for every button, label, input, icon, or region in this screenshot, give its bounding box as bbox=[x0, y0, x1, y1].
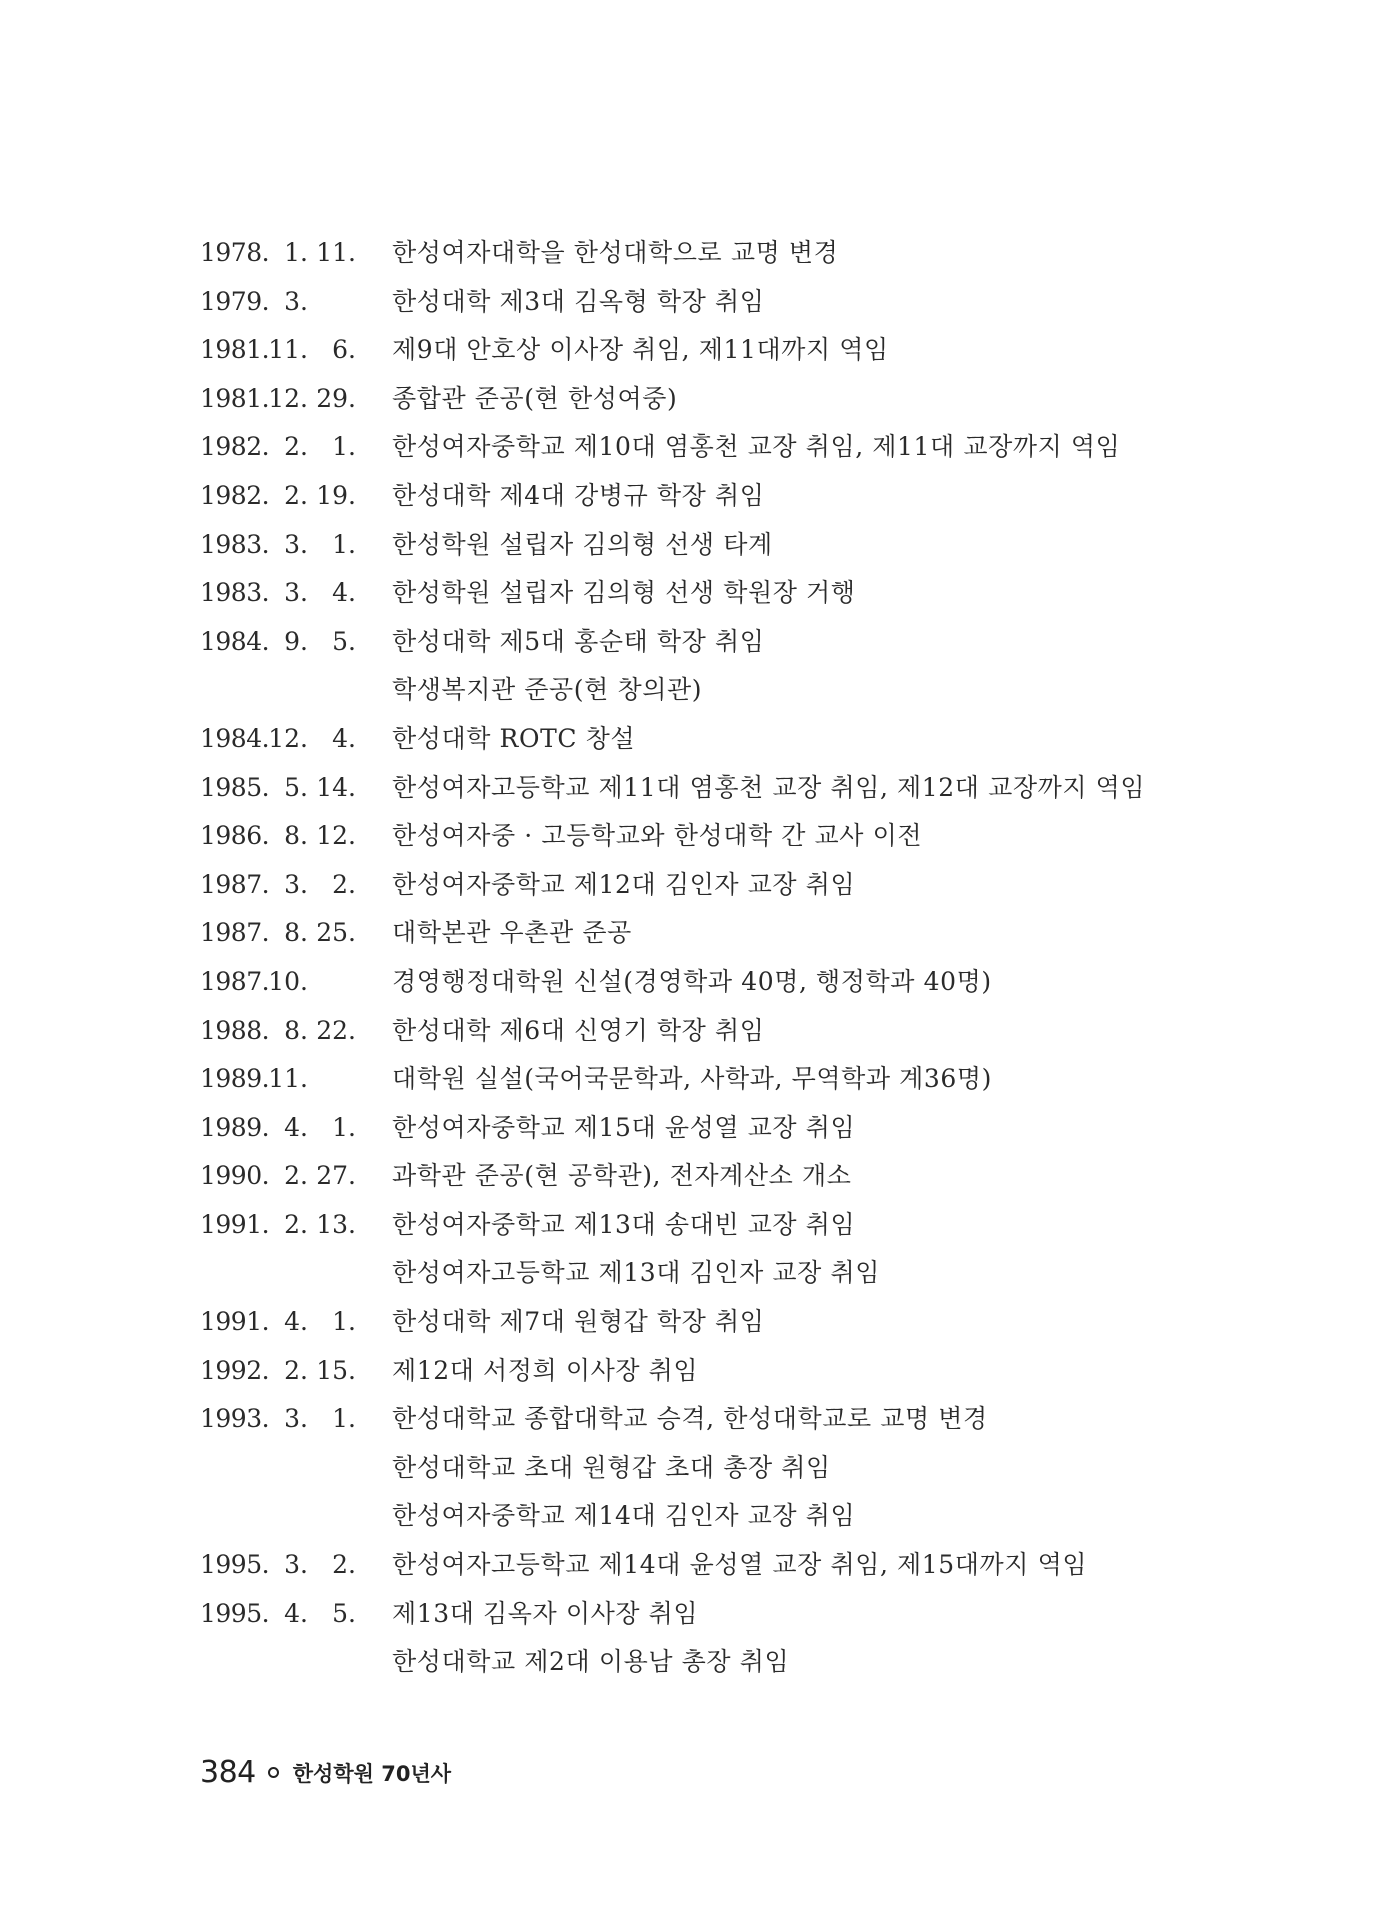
entry-text: 한성여자고등학교 제14대 윤성열 교장 취임, 제15대까지 역임 bbox=[392, 1550, 1088, 1580]
entry-year: 1984. bbox=[200, 723, 270, 753]
entry-year: 1983. bbox=[200, 578, 270, 608]
timeline-entry bbox=[200, 958, 1320, 1007]
entry-day: 5. bbox=[332, 1598, 356, 1628]
entry-year: 1986. bbox=[200, 821, 270, 851]
entry-month: 2. bbox=[284, 480, 308, 510]
entry-day: 22. bbox=[316, 1015, 356, 1045]
timeline-entry bbox=[200, 1395, 1320, 1444]
entry-year: 1989. bbox=[200, 1112, 270, 1142]
timeline-entry bbox=[200, 909, 1320, 958]
timeline-entry bbox=[200, 1007, 1320, 1056]
timeline-entry bbox=[200, 375, 1320, 424]
entry-text: 한성학원 설립자 김의형 선생 타계 bbox=[392, 529, 773, 559]
timeline-entry bbox=[200, 1638, 1320, 1687]
timeline-list bbox=[200, 229, 1320, 1687]
timeline-entry bbox=[200, 1541, 1320, 1590]
entry-text: 한성대학 제5대 홍순태 학장 취임 bbox=[392, 626, 765, 656]
entry-day: 1. bbox=[332, 432, 356, 462]
entry-year: 1981. bbox=[200, 335, 270, 365]
entry-month: 3. bbox=[284, 1550, 308, 1580]
entry-month: 8. bbox=[284, 1015, 308, 1045]
entry-text: 한성여자중학교 제14대 김인자 교장 취임 bbox=[392, 1501, 856, 1531]
page-number: 384 bbox=[200, 1755, 256, 1790]
entry-year: 1992. bbox=[200, 1355, 270, 1385]
entry-year: 1991. bbox=[200, 1209, 270, 1239]
entry-month: 3. bbox=[284, 529, 308, 559]
timeline-entry bbox=[200, 1055, 1320, 1104]
entry-text: 한성대학교 초대 원형갑 초대 총장 취임 bbox=[392, 1452, 831, 1482]
entry-text: 한성대학 제7대 원형갑 학장 취임 bbox=[392, 1307, 765, 1337]
entry-day: 29. bbox=[316, 383, 356, 413]
entry-month: 8. bbox=[284, 918, 308, 948]
entry-text: 한성대학교 종합대학교 승격, 한성대학교로 교명 변경 bbox=[392, 1404, 988, 1434]
entry-year: 1987. bbox=[200, 918, 270, 948]
entry-day: 5. bbox=[332, 626, 356, 656]
entry-year: 1995. bbox=[200, 1550, 270, 1580]
timeline-entry bbox=[200, 423, 1320, 472]
entry-text: 한성여자대학을 한성대학으로 교명 변경 bbox=[392, 238, 839, 267]
entry-text: 한성여자중 · 고등학교와 한성대학 간 교사 이전 bbox=[392, 821, 923, 851]
entry-text: 한성여자중학교 제10대 염홍천 교장 취임, 제11대 교장까지 역임 bbox=[392, 432, 1121, 462]
entry-year: 1987. bbox=[200, 869, 270, 899]
entry-year: 1978. bbox=[200, 238, 270, 267]
entry-day: 12. bbox=[316, 821, 356, 851]
timeline-entry bbox=[200, 861, 1320, 910]
timeline-entry bbox=[200, 618, 1320, 667]
page-footer bbox=[200, 1755, 451, 1790]
entry-text: 한성여자고등학교 제11대 염홍천 교장 취임, 제12대 교장까지 역임 bbox=[392, 772, 1146, 802]
entry-month: 2. bbox=[284, 1209, 308, 1239]
timeline-entry bbox=[200, 472, 1320, 521]
entry-year: 1985. bbox=[200, 772, 270, 802]
bullet-dot-icon bbox=[268, 1767, 279, 1778]
entry-year: 1993. bbox=[200, 1404, 270, 1434]
entry-month: 11. bbox=[268, 335, 308, 365]
entry-year: 1979. bbox=[200, 286, 270, 316]
entry-text: 한성대학 ROTC 창설 bbox=[392, 723, 636, 753]
entry-year: 1984. bbox=[200, 626, 270, 656]
timeline-entry bbox=[200, 1152, 1320, 1201]
entry-text: 대학원 실설(국어국문학과, 사학과, 무역학과 계36명) bbox=[392, 1064, 993, 1094]
entry-text: 학생복지관 준공(현 창의관) bbox=[392, 675, 703, 705]
entry-text: 한성대학 제3대 김옥형 학장 취임 bbox=[392, 286, 765, 316]
entry-day: 19. bbox=[316, 480, 356, 510]
entry-text: 한성여자중학교 제15대 윤성열 교장 취임 bbox=[392, 1112, 856, 1142]
entry-day: 6. bbox=[332, 335, 356, 365]
timeline-entry bbox=[200, 812, 1320, 861]
entry-month: 4. bbox=[284, 1307, 308, 1337]
entry-day: 4. bbox=[332, 723, 356, 753]
timeline-entry bbox=[200, 1347, 1320, 1396]
entry-year: 1982. bbox=[200, 480, 270, 510]
entry-month: 4. bbox=[284, 1112, 308, 1142]
entry-month: 3. bbox=[284, 869, 308, 899]
entry-text: 한성여자중학교 제12대 김인자 교장 취임 bbox=[392, 869, 856, 899]
entry-month: 11. bbox=[268, 1064, 308, 1094]
entry-month: 9. bbox=[284, 626, 308, 656]
entry-text: 한성여자중학교 제13대 송대빈 교장 취임 bbox=[392, 1209, 856, 1239]
entry-day: 4. bbox=[332, 578, 356, 608]
entry-day: 11. bbox=[316, 238, 356, 267]
timeline-entry bbox=[200, 521, 1320, 570]
entry-text: 한성대학교 제2대 이용남 총장 취임 bbox=[392, 1647, 790, 1677]
timeline-entry bbox=[200, 1444, 1320, 1493]
entry-text: 종합관 준공(현 한성여중) bbox=[392, 383, 678, 413]
timeline-entry bbox=[200, 1492, 1320, 1541]
timeline-entry bbox=[200, 278, 1320, 327]
entry-month: 3. bbox=[284, 286, 308, 316]
entry-year: 1987. bbox=[200, 966, 270, 996]
entry-text: 경영행정대학원 신설(경영학과 40명, 행정학과 40명) bbox=[392, 966, 992, 996]
entry-day: 2. bbox=[332, 1550, 356, 1580]
entry-text: 제12대 서정희 이사장 취임 bbox=[392, 1355, 699, 1385]
entry-year: 1983. bbox=[200, 529, 270, 559]
entry-month: 2. bbox=[284, 1161, 308, 1191]
entry-text: 제9대 안호상 이사장 취임, 제11대까지 역임 bbox=[392, 335, 889, 365]
entry-text: 한성대학 제4대 강병규 학장 취임 bbox=[392, 480, 765, 510]
entry-year: 1995. bbox=[200, 1598, 270, 1628]
timeline-entry bbox=[200, 326, 1320, 375]
entry-text: 제13대 김옥자 이사장 취임 bbox=[392, 1598, 699, 1628]
timeline-entry bbox=[200, 1249, 1320, 1298]
timeline-entry bbox=[200, 764, 1320, 813]
entry-text: 한성여자고등학교 제13대 김인자 교장 취임 bbox=[392, 1258, 880, 1288]
entry-day: 2. bbox=[332, 869, 356, 899]
entry-day: 27. bbox=[316, 1161, 356, 1191]
entry-day: 13. bbox=[316, 1209, 356, 1239]
entry-day: 1. bbox=[332, 1404, 356, 1434]
timeline-entry bbox=[200, 569, 1320, 618]
timeline-entry bbox=[200, 229, 1320, 278]
entry-month: 2. bbox=[284, 432, 308, 462]
entry-day: 14. bbox=[316, 772, 356, 802]
entry-year: 1988. bbox=[200, 1015, 270, 1045]
timeline-entry bbox=[200, 715, 1320, 764]
entry-month: 12. bbox=[268, 383, 308, 413]
entry-month: 3. bbox=[284, 578, 308, 608]
book-title: 한성학원 70년사 bbox=[292, 1761, 452, 1786]
entry-month: 3. bbox=[284, 1404, 308, 1434]
entry-day: 25. bbox=[316, 918, 356, 948]
entry-day: 1. bbox=[332, 529, 356, 559]
entry-day: 1. bbox=[332, 1307, 356, 1337]
entry-year: 1982. bbox=[200, 432, 270, 462]
timeline-entry bbox=[200, 1590, 1320, 1639]
entry-month: 12. bbox=[268, 723, 308, 753]
entry-month: 10. bbox=[268, 966, 308, 996]
entry-year: 1981. bbox=[200, 383, 270, 413]
entry-year: 1989. bbox=[200, 1064, 270, 1094]
entry-month: 8. bbox=[284, 821, 308, 851]
timeline-entry bbox=[200, 1104, 1320, 1153]
entry-text: 대학본관 우촌관 준공 bbox=[392, 918, 632, 948]
entry-year: 1990. bbox=[200, 1161, 270, 1191]
timeline-entry bbox=[200, 666, 1320, 715]
entry-month: 2. bbox=[284, 1355, 308, 1385]
entry-text: 한성대학 제6대 신영기 학장 취임 bbox=[392, 1015, 765, 1045]
entry-day: 1. bbox=[332, 1112, 356, 1142]
entry-text: 과학관 준공(현 공학관), 전자계산소 개소 bbox=[392, 1161, 852, 1191]
timeline-entry bbox=[200, 1201, 1320, 1250]
entry-year: 1991. bbox=[200, 1307, 270, 1337]
entry-text: 한성학원 설립자 김의형 선생 학원장 거행 bbox=[392, 578, 856, 608]
entry-month: 5. bbox=[284, 772, 308, 802]
timeline-entry bbox=[200, 1298, 1320, 1347]
entry-month: 1. bbox=[284, 238, 308, 267]
entry-day: 15. bbox=[316, 1355, 356, 1385]
entry-month: 4. bbox=[284, 1598, 308, 1628]
